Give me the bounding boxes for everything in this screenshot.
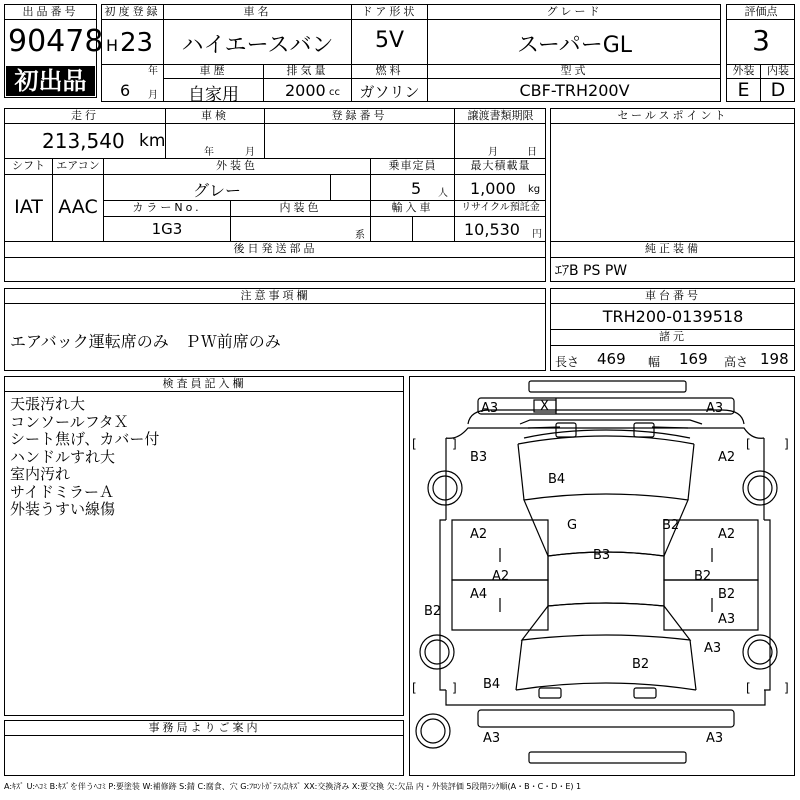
interior-color-unit: 系 [355,230,365,241]
mark-right-front-door-2: A2 [718,527,736,542]
inspector-line: 外装うすい線傷 [10,500,116,518]
model-value: CBF-TRH200V [519,81,630,100]
grade-label: グレード [546,5,603,18]
registration-label: 登録番号 [331,109,388,122]
shift-label: シフト [12,159,45,172]
capacity-value: 5 [411,179,422,198]
capacity-unit: 人 [438,188,448,199]
mark-hood: B4 [548,472,566,487]
exterior-color-value: グレー [192,181,241,200]
mark-rear-glass: B2 [632,657,650,672]
model-label: 型式 [560,64,589,77]
exterior-label: 外装 [732,64,755,77]
office-label: 事務局よりご案内 [148,721,261,734]
notes-text: エアバック運転席のみ ＰＷ前席のみ [10,332,281,351]
max-load-label: 最大積載量 [470,159,531,172]
length-label: 長さ [555,355,580,369]
first-reg-label: 初度登録 [104,5,161,18]
max-load-unit: kg [528,184,541,195]
legend-text: A:ｷｽﾞ U:ﾍｺﾐ B:ｷｽﾞを伴うﾍｺﾐ P:要塗装 W:補修跡 S:錆 C:腐食、穴 G:ﾌﾛﾝﾄｶﾞﾗｽ点ｷｽﾞ XX:交換済み X:要交換 欠:欠品 内・外装評価 5段階ﾗﾝｸ順(A・B・C・D・E) 1 [4,782,582,791]
mark-rear-left-bumper: A3 [483,731,501,746]
inspector-line: シート焦げ、カバー付 [10,430,160,448]
exterior-color-label: 外装色 [216,159,258,172]
mileage-unit: km [139,131,166,151]
fuel-value: ガソリン [359,83,420,101]
history-label: 車歴 [199,64,228,77]
score-label: 評価点 [744,5,778,18]
grade-value: スーパーGL [516,33,633,58]
displacement-unit: cc [329,87,340,98]
chassis-label: 車台番号 [645,289,701,302]
first-listing-badge: 初出品 [6,66,95,96]
inspector-line: コンソールフタＸ [10,412,129,431]
aircon-label: エアコン [56,159,100,172]
interior-color-label: 内装色 [279,201,322,214]
lot-label: 出品番号 [5,5,96,20]
car-name: ハイエースバン [181,33,334,58]
door-label: ドア形状 [361,5,418,18]
import-label: 輸入車 [391,201,434,214]
transfer-day-unit: 日 [527,147,537,158]
dimensions-label: 諸元 [659,330,687,343]
mileage-value: 213,540 [42,129,125,153]
mark-right-front-door: B2 [662,518,680,533]
transfer-month-unit: 月 [488,147,498,158]
mark-front-center: X [540,399,549,414]
history-value: 自家用 [188,85,239,105]
mileage-label: 走行 [71,109,99,122]
recycle-value: 10,530 [464,220,520,239]
later-parts-label: 後日発送部品 [233,242,318,255]
car-name-label: 車名 [243,5,272,18]
mark-left-rear-door: A4 [470,587,488,602]
first-reg-year: 23 [120,28,154,58]
year-unit: 年 [148,66,158,77]
mark-right-rear-quarter: A3 [704,641,722,656]
interior-label: 内装 [767,64,789,77]
mark-left-front-door: A2 [470,527,488,542]
mark-front-left-bumper: A3 [481,401,499,416]
capacity-label: 乗車定員 [388,159,437,172]
month-unit: 月 [148,90,158,101]
door-value: 5V [374,28,405,53]
inspection-label: 車検 [201,109,229,122]
mark-left-center-pillar: A2 [492,569,510,584]
mark-rear-left: B4 [483,677,501,692]
svg-text:]: ] [784,437,789,451]
svg-text:[: [ [412,681,417,695]
svg-text:]: ] [784,681,789,695]
equipment-value: ｴｱB PS PW [555,263,628,279]
svg-text:]: ] [452,437,457,451]
color-no-label: カラーNo. [132,201,202,214]
score-value: 3 [752,24,770,57]
shift-value: IAT [14,196,43,218]
mark-right-rear-door-2: A3 [718,612,736,627]
mark-left-front-fender: B3 [470,450,488,465]
svg-text:[: [ [746,437,751,451]
displacement-label: 排気量 [286,64,329,77]
chassis-value: TRH200-0139518 [602,307,744,326]
interior-value: D [770,79,786,101]
mark-left-rear-quarter: B2 [424,604,442,619]
inspector-line: 天張汚れ大 [10,395,86,413]
era: H [106,36,119,55]
equipment-label: 純正装備 [645,242,701,255]
fuel-label: 燃料 [375,64,404,77]
inspector-line: サイドミラーＡ [10,482,114,501]
height-value: 198 [760,350,789,368]
first-reg-month: 6 [120,81,131,100]
mark-right-rear-door: B2 [718,587,736,602]
length-value: 469 [597,350,626,368]
height-label: 高さ [724,355,749,369]
mark-windshield: G [567,518,578,533]
mark-right-front-fender: A2 [718,450,736,465]
mark-rear-right-bumper: A3 [706,731,724,746]
svg-text:[: [ [412,437,417,451]
displacement-value: 2000 [285,81,326,100]
width-label: 幅 [648,355,661,369]
color-no-value: 1G3 [151,220,183,238]
inspector-line: 室内汚れ [10,465,71,483]
mark-front-right-bumper: A3 [706,401,724,416]
aircon-value: AAC [58,196,98,218]
width-value: 169 [679,350,708,368]
svg-text:[: [ [746,681,751,695]
recycle-unit: 円 [532,229,542,240]
transfer-label: 譲渡書類期限 [467,109,534,122]
exterior-value: E [737,79,750,101]
inspector-line: ハンドルすれ大 [10,447,116,466]
inspector-label: 検査員記入欄 [162,377,247,390]
inspector-notes [10,396,159,519]
inspection-year-unit: 年 [204,147,214,158]
sales-points-label: セールスポイント [617,109,729,122]
mark-right-center-pillar: B2 [694,569,712,584]
max-load-value: 1,000 [470,179,516,198]
mark-roof: B3 [593,548,611,563]
recycle-label: リサイクル預託金 [461,202,540,213]
notes-label: 注意事項欄 [240,289,311,302]
car-diagram [409,376,795,776]
inspection-month-unit: 月 [245,147,255,158]
svg-text:]: ] [452,681,457,695]
lot-number: 90478 [8,24,104,59]
